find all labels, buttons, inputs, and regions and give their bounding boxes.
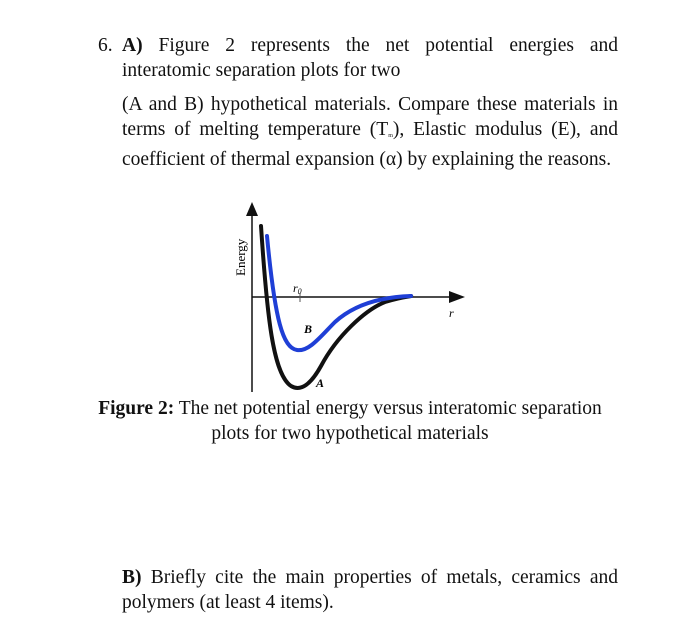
curve-b xyxy=(267,236,411,350)
part-a-intro xyxy=(122,34,618,83)
x-axis-arrow xyxy=(449,291,465,303)
potential-energy-figure xyxy=(225,196,475,396)
part-a-text-pre: (A and B) hypothetical materials. Compare these materials in terms of melting temperature (T xyxy=(122,94,618,140)
part-b-label: B) xyxy=(122,567,142,588)
curve-a-label: A xyxy=(316,376,325,390)
part-a-line1: Figure 2 represents the net potential energies and interatomic separation plots for two xyxy=(122,35,619,81)
part-a-text-post: ), Elastic modulus (E), and coefficient of thermal expansion (α) by explaining the reasons. xyxy=(122,118,618,170)
part-b xyxy=(122,566,618,615)
caption-text: The net potential energy versus interatomic separation plots for two hypothetical materials xyxy=(178,398,602,444)
r0-label: r0 xyxy=(293,281,302,296)
question-number: 6. xyxy=(98,35,113,56)
part-a-label: A) xyxy=(122,35,143,56)
y-axis-label: Energy xyxy=(233,238,248,276)
figure-caption xyxy=(82,397,618,446)
tm-subscript: m xyxy=(388,132,393,139)
part-a-body xyxy=(122,93,618,173)
curve-b-label: B xyxy=(304,322,313,336)
x-axis-label: r xyxy=(449,306,454,320)
y-axis-arrow xyxy=(246,202,258,216)
caption-label: Figure 2: xyxy=(98,398,175,419)
part-b-text: Briefly cite the main properties of metals, ceramics and polymers (at least 4 items). xyxy=(122,567,618,613)
curve-a xyxy=(261,226,411,388)
